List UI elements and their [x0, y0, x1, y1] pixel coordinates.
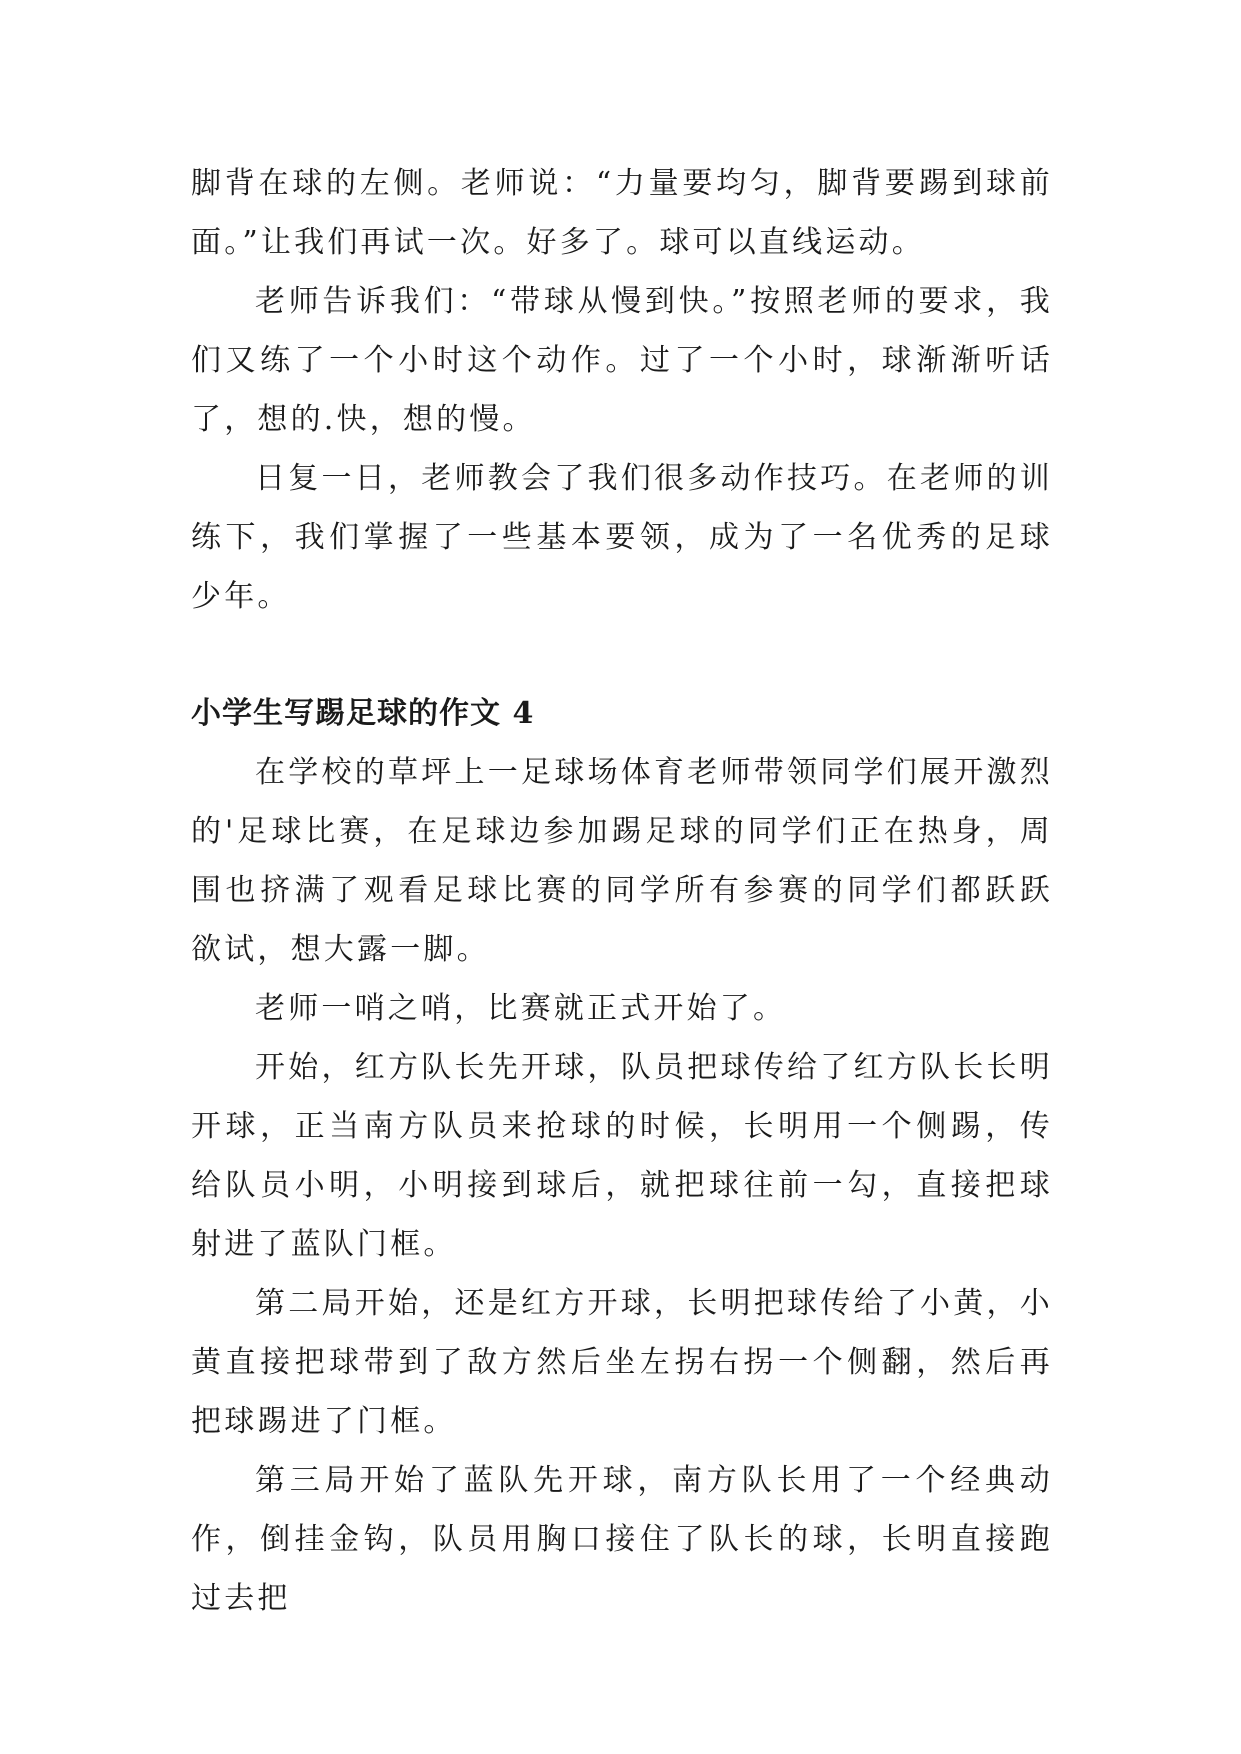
- document-body: [191, 154, 1053, 1628]
- paragraph-4: 在学校的草坪上一足球场体育老师带领同学们展开激烈的'足球比赛，在足球边参加踢足球的同学们正在热身，周围也挤满了观看足球比赛的同学所有参赛的同学们都跃跃欲试，想大露一脚。: [191, 755, 1053, 967]
- section-title: 小学生写踢足球的作文 4: [191, 696, 535, 731]
- paragraph-8: 第三局开始了蓝队先开球，南方队长用了一个经典动作，倒挂金钩，队员用胸口接住了队长的球，长明直接跑过去把: [191, 1463, 1053, 1616]
- paragraph-3: 日复一日，老师教会了我们很多动作技巧。在老师的训练下，我们掌握了一些基本要领，成为了一名优秀的足球少年。: [191, 461, 1053, 614]
- paragraph-7: 第二局开始，还是红方开球，长明把球传给了小黄，小黄直接把球带到了敌方然后坐左拐右拐一个侧翻，然后再把球踢进了门框。: [191, 1286, 1053, 1439]
- paragraph-2: 老师告诉我们：“带球从慢到快。”按照老师的要求，我们又练了一个小时这个动作。过了一个小时，球渐渐听话了，想的.快，想的慢。: [191, 284, 1053, 437]
- section-gap: [191, 626, 1053, 684]
- paragraph-6: 开始，红方队长先开球，队员把球传给了红方队长长明开球，正当南方队员来抢球的时候，长明用一个侧踢，传给队员小明，小明接到球后，就把球往前一勾，直接把球射进了蓝队门框。: [191, 1050, 1053, 1262]
- paragraph-1: 脚背在球的左侧。老师说：“力量要均匀，脚背要踢到球前面。”让我们再试一次。好多了。球可以直线运动。: [191, 166, 1053, 260]
- paragraph-5: 老师一哨之哨，比赛就正式开始了。: [255, 991, 787, 1026]
